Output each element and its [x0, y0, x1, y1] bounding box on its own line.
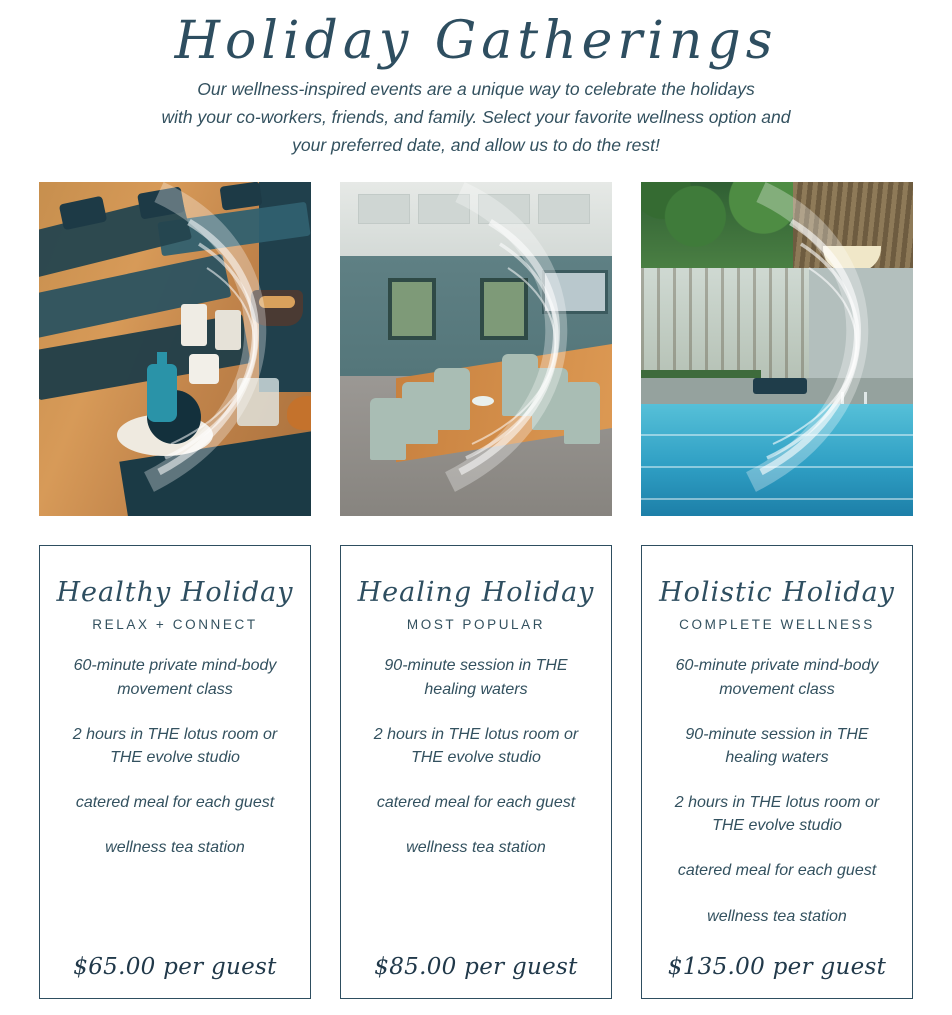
tea-cup-icon: [215, 310, 241, 350]
tea-cup-icon: [189, 354, 219, 384]
ceiling-tile: [538, 194, 590, 224]
page-header: [0, 0, 952, 160]
swimming-pool: [641, 404, 913, 516]
photo3-wall: [807, 268, 913, 386]
ceiling-tile: [418, 194, 470, 224]
intro-line-1: Our wellness-inspired events are a unique way to celebrate the holidays: [197, 78, 755, 99]
photo-gallery: [39, 182, 913, 516]
yoga-block-icon: [220, 182, 263, 211]
wall-screen-icon: [542, 270, 608, 314]
package-card-holistic-holiday[interactable]: [641, 545, 913, 999]
card-title: Healthy Holiday: [56, 576, 294, 608]
framed-art-icon: [388, 278, 436, 340]
dining-chair-icon: [402, 382, 438, 444]
pool-lane-line: [641, 498, 913, 500]
photo-yoga-studio: [39, 182, 311, 516]
pool-lane-line: [641, 466, 913, 468]
pool-lane-line: [641, 434, 913, 436]
card-feature: 90-minute session in THE healing waters: [685, 725, 869, 766]
page-title: Holiday Gatherings: [174, 11, 778, 71]
dining-chair-icon: [502, 354, 538, 416]
card-price: $85.00 per guest: [374, 953, 578, 980]
package-cards: [39, 545, 913, 999]
trees-outside: [641, 268, 809, 378]
card-feature: 2 hours in THE lotus room or THE evolve studio: [373, 725, 579, 766]
intro-line-3: your preferred date, and allow us to do the rest!: [292, 135, 660, 156]
tea-cup-icon: [181, 304, 207, 346]
dining-chair-icon: [434, 368, 470, 430]
card-feature: wellness tea station: [105, 839, 245, 857]
card-feature: 2 hours in THE lotus room or THE evolve studio: [72, 725, 278, 766]
card-feature: 2 hours in THE lotus room or THE evolve studio: [674, 794, 880, 835]
photo-dining-room: [340, 182, 612, 516]
candle-flame-icon: [287, 396, 311, 430]
tea-bowl-icon: [251, 290, 303, 326]
card-price: $135.00 per guest: [667, 953, 887, 980]
card-title: Holistic Holiday: [659, 576, 895, 608]
place-setting: [472, 396, 494, 406]
card-feature: wellness tea station: [707, 907, 847, 925]
card-subtitle: RELAX + CONNECT: [92, 617, 258, 633]
photo-indoor-pool: [641, 182, 913, 516]
drinking-glass-icon: [237, 378, 279, 426]
ceiling-tile: [478, 194, 530, 224]
intro-paragraph: [106, 75, 846, 160]
water-bottle-icon: [147, 364, 177, 422]
dining-chair-icon: [370, 398, 406, 460]
intro-line-2: with your co-workers, friends, and family. Select your favorite wellness option and: [161, 106, 791, 127]
card-subtitle: COMPLETE WELLNESS: [679, 617, 875, 633]
card-title: Healing Holiday: [357, 576, 595, 608]
package-card-healthy-holiday[interactable]: [39, 545, 311, 999]
card-feature: 90-minute session in THE healing waters: [384, 657, 568, 698]
lounge-chair-icon: [753, 378, 807, 394]
card-subtitle: MOST POPULAR: [406, 617, 546, 633]
card-feature: catered meal for each guest: [75, 794, 275, 812]
card-feature: wellness tea station: [406, 839, 546, 857]
card-price: $65.00 per guest: [73, 953, 277, 980]
card-feature: 60-minute private mind-body movement class: [675, 657, 879, 698]
card-feature: 60-minute private mind-body movement class: [73, 657, 277, 698]
framed-art-icon: [480, 278, 528, 340]
card-feature: catered meal for each guest: [677, 862, 877, 880]
dining-chair-icon: [564, 382, 600, 444]
card-feature: catered meal for each guest: [376, 794, 576, 812]
package-card-healing-holiday[interactable]: [340, 545, 612, 999]
ceiling-tile: [358, 194, 410, 224]
